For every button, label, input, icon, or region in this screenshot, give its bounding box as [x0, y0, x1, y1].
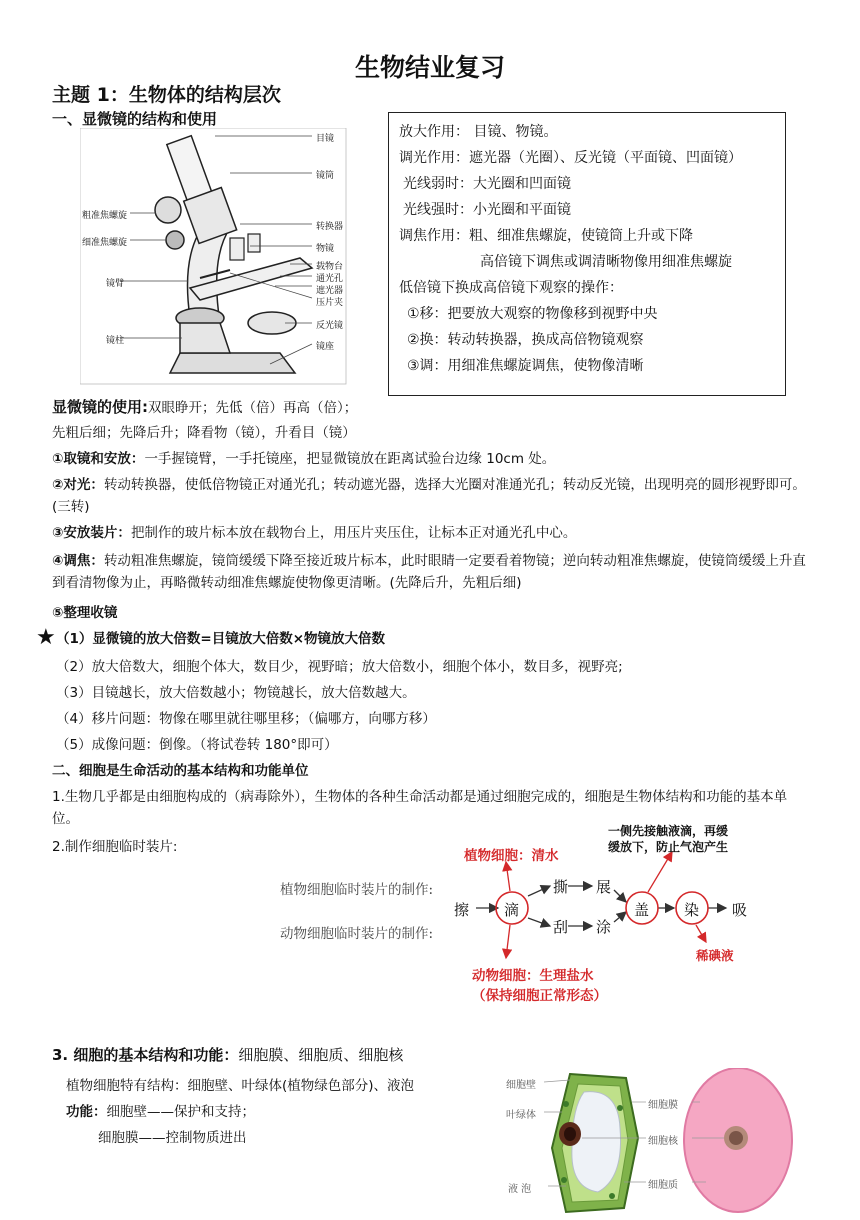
label-stage: 载物台 [316, 262, 344, 272]
point-1: （1）显微镜的放大倍数=目镜放大倍数×物镜放大倍数 [56, 631, 386, 647]
topic-heading: 主题 1：生物体的结构层次 [52, 84, 281, 106]
label-diaphragm: 遮光器 [316, 286, 344, 296]
step-2-text: 转动转换器，使低倍物镜正对通光孔；转动遮光器，选择大光圈对准通光孔；转动反光镜，出现明亮的圆形视野即可。(三转) [52, 477, 806, 515]
box-line: 低倍镜下换成高倍镜下观察的操作： [399, 280, 623, 296]
label-coarse-knob: 粗准焦螺旋 [82, 211, 128, 221]
cell-para-2: 2.制作细胞临时装片: [52, 839, 178, 855]
function-cell-membrane: 细胞膜——控制物质进出 [98, 1130, 247, 1146]
cell-structure-rest: 细胞膜、细胞质、细胞核 [238, 1046, 404, 1064]
step-2-head: ②对光： [52, 477, 104, 493]
label-nosepiece: 转换器 [316, 222, 344, 232]
label-cell-membrane: 细胞膜 [648, 1100, 678, 1111]
function-cell-wall: 细胞壁——保护和支持； [106, 1104, 255, 1120]
plant-unique-structures: 植物细胞特有结构：细胞壁、叶绿体(植物绿色部分)、液泡 [66, 1078, 415, 1094]
slide-prep-diagram [280, 818, 780, 1008]
box-line: 光线弱时：大光圈和凹面镜 [403, 176, 571, 192]
cell-structure-line [52, 1044, 403, 1065]
step-4-text: 转动粗准焦螺旋，镜筒缓缓下降至接近玻片标本，此时眼睛一定要看着物镜；逆向转动粗准焦螺旋，使镜筒缓缓上升直到看清物像为止，再略微转动细准焦螺旋使物像更清晰。(先降后升，先粗后细) [52, 553, 806, 591]
label-fine-knob: 细准焦螺旋 [82, 238, 128, 248]
point-5: （5）成像问题：倒像。（将试卷转 180°即可） [56, 737, 338, 753]
usage-heading: 显微镜的使用: [52, 398, 148, 416]
box-line: ①移：把要放大观察的物像移到视野中央 [407, 306, 658, 322]
page-title: 生物结业复习 [354, 53, 505, 82]
step-drip: 滴 [504, 901, 520, 919]
step-cover: 盖 [634, 901, 650, 919]
step-1-head: ①取镜和安放： [52, 451, 145, 467]
usage-line-2: 先粗后细；先降后升；降看物（镜），升看目（镜） [52, 425, 356, 441]
label-vacuole: 液 泡 [508, 1184, 532, 1195]
label-eyepiece: 目镜 [316, 134, 335, 144]
point-3: （3）目镜越长，放大倍数越小；物镜越长，放大倍数越大。 [56, 685, 416, 701]
iodine-note: 稀碘液 [696, 948, 734, 963]
star-icon: ★ [36, 625, 56, 650]
plant-slide-label: 植物细胞临时装片的制作: [280, 882, 434, 898]
label-tube: 镜筒 [316, 171, 335, 181]
usage-step-4 [52, 550, 812, 594]
label-cytoplasm: 细胞质 [648, 1180, 678, 1191]
usage-step-2 [52, 474, 812, 518]
section-heading-2: 二、细胞是生命活动的基本结构和功能单位 [52, 763, 309, 779]
box-line: ③调：用细准焦螺旋调焦，使物像清晰 [407, 358, 644, 374]
cell-diagram [500, 1068, 800, 1216]
cover-note-1: 一侧先接触液滴，再缓 [608, 824, 729, 838]
animal-slide-label: 动物细胞临时装片的制作: [280, 926, 434, 942]
animal-note: 动物细胞：生理盐水 [472, 968, 594, 984]
step-3-text: 把制作的玻片标本放在载物台上，用压片夹压住，让标本正对通光孔中心。 [130, 525, 577, 541]
label-clips: 压片夹 [316, 298, 344, 308]
step-absorb: 吸 [732, 901, 748, 919]
point-4: （4）移片问题：物像在哪里就往哪里移；（偏哪方，向哪方移） [56, 711, 436, 727]
usage-heading-rest: 双眼睁开；先低（倍）再高（倍）； [148, 400, 358, 416]
label-aperture: 通光孔 [316, 274, 344, 284]
step-scrape: 刮 [553, 918, 569, 936]
function-line [66, 1100, 255, 1120]
step-spread: 展 [596, 878, 612, 896]
step-smear: 涂 [596, 918, 612, 936]
box-line: 调光作用：遮光器（光圈）、反光镜（平面镜、凹面镜） [399, 150, 742, 166]
label-pillar: 镜柱 [106, 336, 125, 346]
label-objective: 物镜 [316, 244, 335, 254]
label-nucleus: 细胞核 [648, 1136, 678, 1147]
cell-para-1: 1.生物几乎都是由细胞构成的（病毒除外），生物体的各种生命活动都是通过细胞完成的，细胞是生物体结构和功能的基本单位。 [52, 789, 788, 827]
box-line: 调焦作用：粗、细准焦螺旋，使镜筒上升或下降 [399, 228, 693, 244]
section-heading-1: 一、显微镜的结构和使用 [52, 110, 218, 128]
box-line: ②换：转动转换器，换成高倍物镜观察 [407, 332, 644, 348]
microscope-drawing [80, 128, 350, 386]
box-line: 高倍镜下调焦或调清晰物像用细准焦螺旋 [480, 254, 732, 270]
usage-step-5: ⑤整理收镜 [52, 605, 118, 621]
step-wipe: 擦 [454, 901, 470, 919]
step-tear: 撕 [553, 878, 569, 896]
cover-note-2: 缓放下，防止气泡产生 [608, 840, 729, 854]
step-4-head: ④调焦： [52, 553, 104, 569]
box-line: 放大作用： 目镜、物镜。 [399, 124, 558, 140]
usage-step-1 [52, 448, 812, 470]
point-2: （2）放大倍数大，细胞个体大，数目少，视野暗；放大倍数小，细胞个体小，数目多，视野亮; [56, 659, 623, 675]
function-head: 功能： [66, 1104, 107, 1120]
step-3-head: ③安放装片： [52, 525, 131, 541]
label-base: 镜座 [316, 342, 335, 352]
plant-note: 植物细胞：清水 [464, 848, 559, 864]
microscope-figure [80, 128, 350, 386]
label-arm: 镜臂 [106, 279, 125, 289]
cell-structure-head: 3. 细胞的基本结构和功能： [52, 1046, 239, 1064]
microscope-info-box [388, 112, 786, 396]
step-1-text: 一手握镜臂，一手托镜座，把显微镜放在距离试验台边缘 10cm 处。 [144, 451, 556, 467]
label-chloroplast: 叶绿体 [506, 1110, 536, 1121]
usage-line-1 [52, 396, 812, 419]
usage-step-3 [52, 522, 812, 544]
box-line: 光线强时：小光圈和平面镜 [403, 202, 571, 218]
label-mirror: 反光镜 [316, 321, 344, 331]
label-cell-wall: 细胞壁 [506, 1080, 536, 1091]
step-stain: 染 [684, 901, 700, 919]
animal-note-2: （保持细胞正常形态） [472, 988, 607, 1004]
